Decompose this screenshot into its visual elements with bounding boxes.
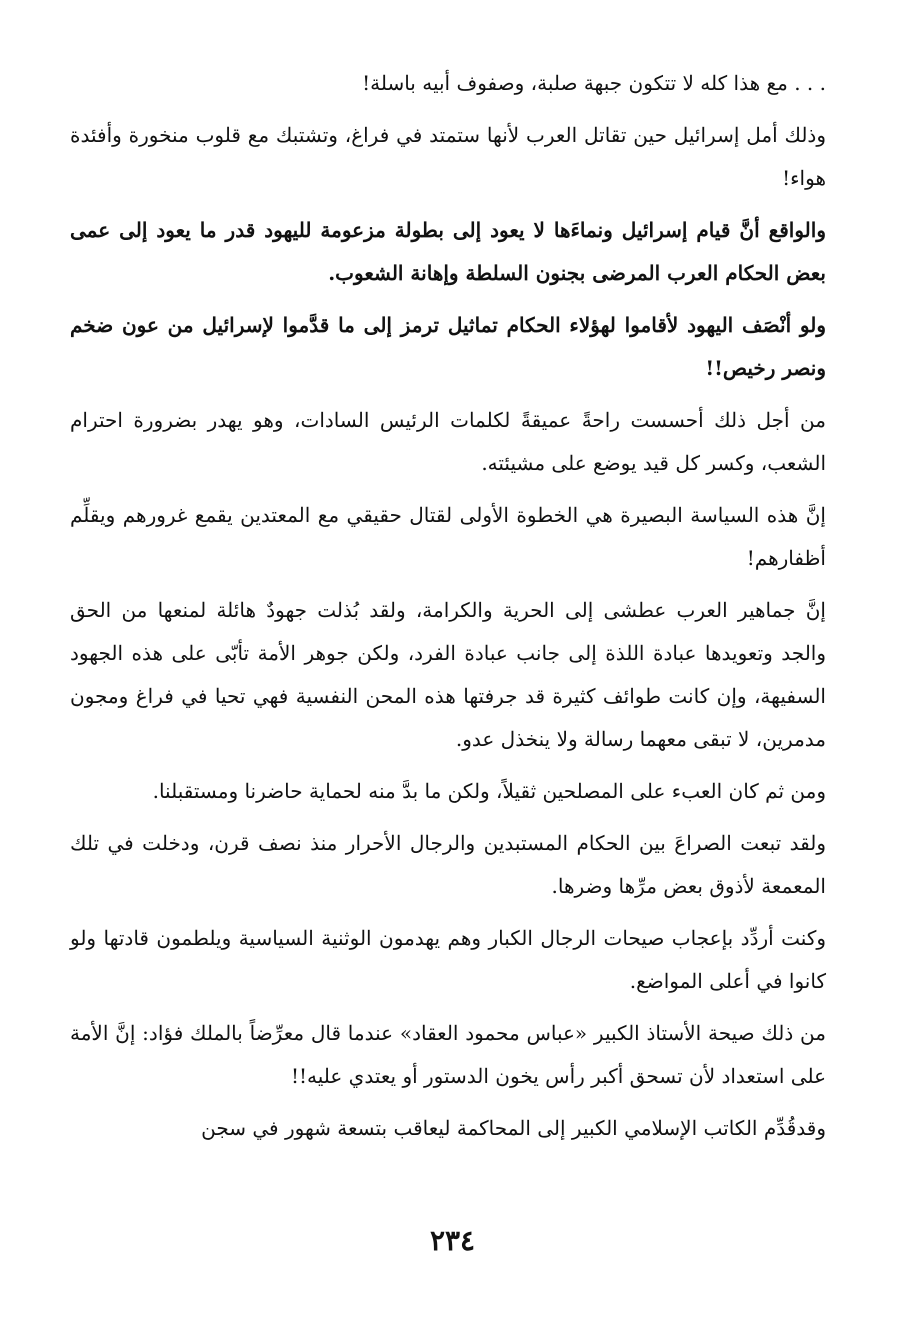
paragraph-2: وذلك أمل إسرائيل حين تقاتل العرب لأنها ستمتد في فراغ، وتشتبك مع قلوب منخورة وأفئدة هواء! xyxy=(70,123,826,190)
paragraph-11: من ذلك صيحة الأستاذ الكبير «عباس محمود العقاد» عندما قال معرِّضاً بالملك فؤاد: إنَّ الأمة على استعداد لأن تسحق أكبر رأس يخون الدستور أو يعتدي عليه!! xyxy=(70,1021,826,1088)
paragraph-6: إنَّ هذه السياسة البصيرة هي الخطوة الأولى لقتال حقيقي مع المعتدين يقمع غرورهم ويقلِّم أظفارهم! xyxy=(70,503,826,570)
page-number: ٢٣٤ xyxy=(429,1224,476,1257)
paragraph-1: . . . مع هذا كله لا تتكون جبهة صلبة، وصفوف أبيه باسلة! xyxy=(362,71,826,95)
paragraph-9: ولقد تبعت الصراعَ بين الحكام المستبدين والرجال الأحرار منذ نصف قرن، ودخلت في تلك المعمعة لأذوق بعض مرِّها وضرها. xyxy=(70,831,826,898)
paragraph-10: وكنت أردِّد بإعجاب صيحات الرجال الكبار وهم يهدمون الوثنية السياسية ويلطمون قادتها ولو كانوا في أعلى المواضع. xyxy=(70,926,826,993)
paragraph-12: وقدقُدِّم الكاتب الإسلامي الكبير إلى المحاكمة ليعاقب بتسعة شهور في سجن xyxy=(201,1116,826,1140)
paragraph-3: والواقع أنَّ قيام إسرائيل ونماءَها لا يعود إلى بطولة مزعومة لليهود قدر ما يعود إلى عمى بعض الحكام العرب المرضى بجنون السلطة وإهانة الشعوب. xyxy=(70,218,826,285)
paragraph-8: ومن ثم كان العبء على المصلحين ثقيلاً، ولكن ما بدَّ منه لحماية حاضرنا ومستقبلنا. xyxy=(152,779,826,803)
paragraph-5: من أجل ذلك أحسست راحةً عميقةً لكلمات الرئيس السادات، وهو يهدر بضرورة احترام الشعب، وكسر كل قيد يوضع على مشيئته. xyxy=(70,408,826,475)
paragraph-4: ولو أنْصَف اليهود لأقاموا لهؤلاء الحكام تماثيل ترمز إلى ما قدَّموا لإسرائيل من عون ضخم ونصر رخيص!! xyxy=(70,313,826,380)
paragraph-7: إنَّ جماهير العرب عطشى إلى الحرية والكرامة، ولقد بُذلت جهودٌ هائلة لمنعها من الحق والجد وتعويدها عبادة اللذة إلى جانب عبادة الفرد، ولكن جوهر الأمة تأبّى على هذه الجهود السفيهة، وإن كانت طوائف كثيرة قد جرفتها هذه المحن النفسية فهي تحيا في فراغ ومجون مدمرين، لا تبقى معهما رسالة ولا ينخذل عدو. xyxy=(70,598,826,751)
body-text xyxy=(70,62,826,1159)
